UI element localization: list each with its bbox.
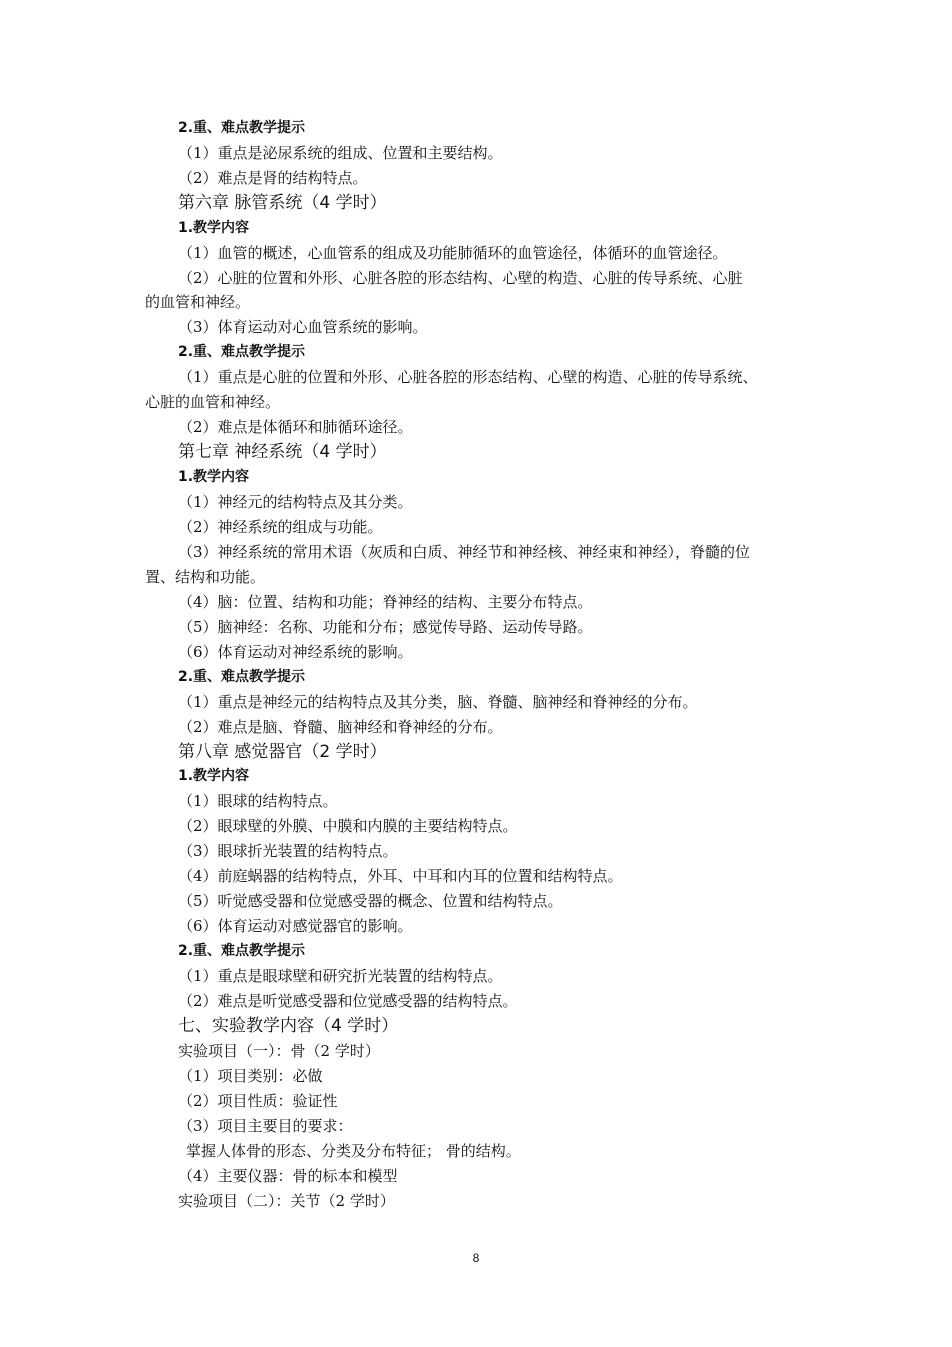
section-heading: 2.重、难点教学提示	[178, 120, 306, 136]
paragraph-line: （1）重点是心脏的位置和外形、心脏各腔的形态结构、心壁的构造、心脏的传导系统、	[178, 368, 758, 386]
paragraph-line: （1）项目类别：必做	[178, 1067, 323, 1085]
paragraph-line: （2）难点是体循环和肺循环途径。	[178, 418, 413, 436]
paragraph-line: （6）体育运动对神经系统的影响。	[178, 643, 413, 661]
paragraph-line: （5）脑神经：名称、功能和分布；感觉传导路、运动传导路。	[178, 618, 593, 636]
section-heading: 2.重、难点教学提示	[178, 344, 306, 360]
paragraph-line: （3）神经系统的常用术语（灰质和白质、神经节和神经核、神经束和神经），脊髓的位	[178, 543, 751, 561]
paragraph-line: （3）眼球折光装置的结构特点。	[178, 842, 398, 860]
paragraph-line: （4）前庭蜗器的结构特点，外耳、中耳和内耳的位置和结构特点。	[178, 867, 623, 885]
paragraph-line: （5）听觉感受器和位觉感受器的概念、位置和结构特点。	[178, 892, 563, 910]
paragraph-line: （1）血管的概述，心血管系的组成及功能肺循环的血管途径，体循环的血管途径。	[178, 244, 728, 262]
page-number: 8	[472, 1251, 480, 1265]
paragraph-line: （2）难点是听觉感受器和位觉感受器的结构特点。	[178, 992, 518, 1010]
paragraph-line: （3）体育运动对心血管系统的影响。	[178, 318, 428, 336]
paragraph-line: （4）主要仪器：骨的标本和模型	[178, 1167, 398, 1185]
paragraph-line: （3）项目主要目的要求：	[178, 1117, 353, 1135]
paragraph-line: （1）神经元的结构特点及其分类。	[178, 493, 413, 511]
section-heading: 1.教学内容	[178, 768, 250, 784]
paragraph-line: 的血管和神经。	[145, 293, 251, 311]
section-heading: 2.重、难点教学提示	[178, 669, 306, 685]
paragraph-line: （4）脑：位置、结构和功能；脊神经的结构、主要分布特点。	[178, 593, 593, 611]
chapter-heading: 第八章 感觉器官（2 学时）	[178, 742, 387, 762]
paragraph-line: 掌握人体骨的形态、分类及分布特征； 骨的结构。	[186, 1142, 521, 1160]
paragraph-line: 实验项目（一）：骨（2 学时）	[178, 1042, 380, 1060]
paragraph-line: （2）心脏的位置和外形、心脏各腔的形态结构、心壁的构造、心脏的传导系统、心脏	[178, 269, 743, 287]
paragraph-line: （1）重点是神经元的结构特点及其分类，脑、脊髓、脑神经和脊神经的分布。	[178, 693, 698, 711]
chapter-heading: 七、实验教学内容（4 学时）	[178, 1016, 399, 1036]
chapter-heading: 第六章 脉管系统（4 学时）	[178, 193, 387, 213]
paragraph-line: （2）难点是脑、脊髓、脑神经和脊神经的分布。	[178, 718, 503, 736]
paragraph-line: （2）神经系统的组成与功能。	[178, 518, 383, 536]
paragraph-line: （2）眼球壁的外膜、中膜和内膜的主要结构特点。	[178, 817, 518, 835]
paragraph-line: （1）重点是泌尿系统的组成、位置和主要结构。	[178, 144, 503, 162]
paragraph-line: （2）难点是肾的结构特点。	[178, 169, 368, 187]
chapter-heading: 第七章 神经系统（4 学时）	[178, 442, 387, 462]
section-heading: 1.教学内容	[178, 469, 250, 485]
section-heading: 2.重、难点教学提示	[178, 943, 306, 959]
paragraph-line: 实验项目（二）：关节（2 学时）	[178, 1192, 395, 1210]
paragraph-line: （1）重点是眼球壁和研究折光装置的结构特点。	[178, 967, 503, 985]
paragraph-line: （2）项目性质：验证性	[178, 1092, 338, 1110]
paragraph-line: （1）眼球的结构特点。	[178, 792, 338, 810]
paragraph-line: 心脏的血管和神经。	[145, 393, 281, 411]
section-heading: 1.教学内容	[178, 220, 250, 236]
paragraph-line: 置、结构和功能。	[145, 568, 266, 586]
paragraph-line: （6）体育运动对感觉器官的影响。	[178, 917, 413, 935]
